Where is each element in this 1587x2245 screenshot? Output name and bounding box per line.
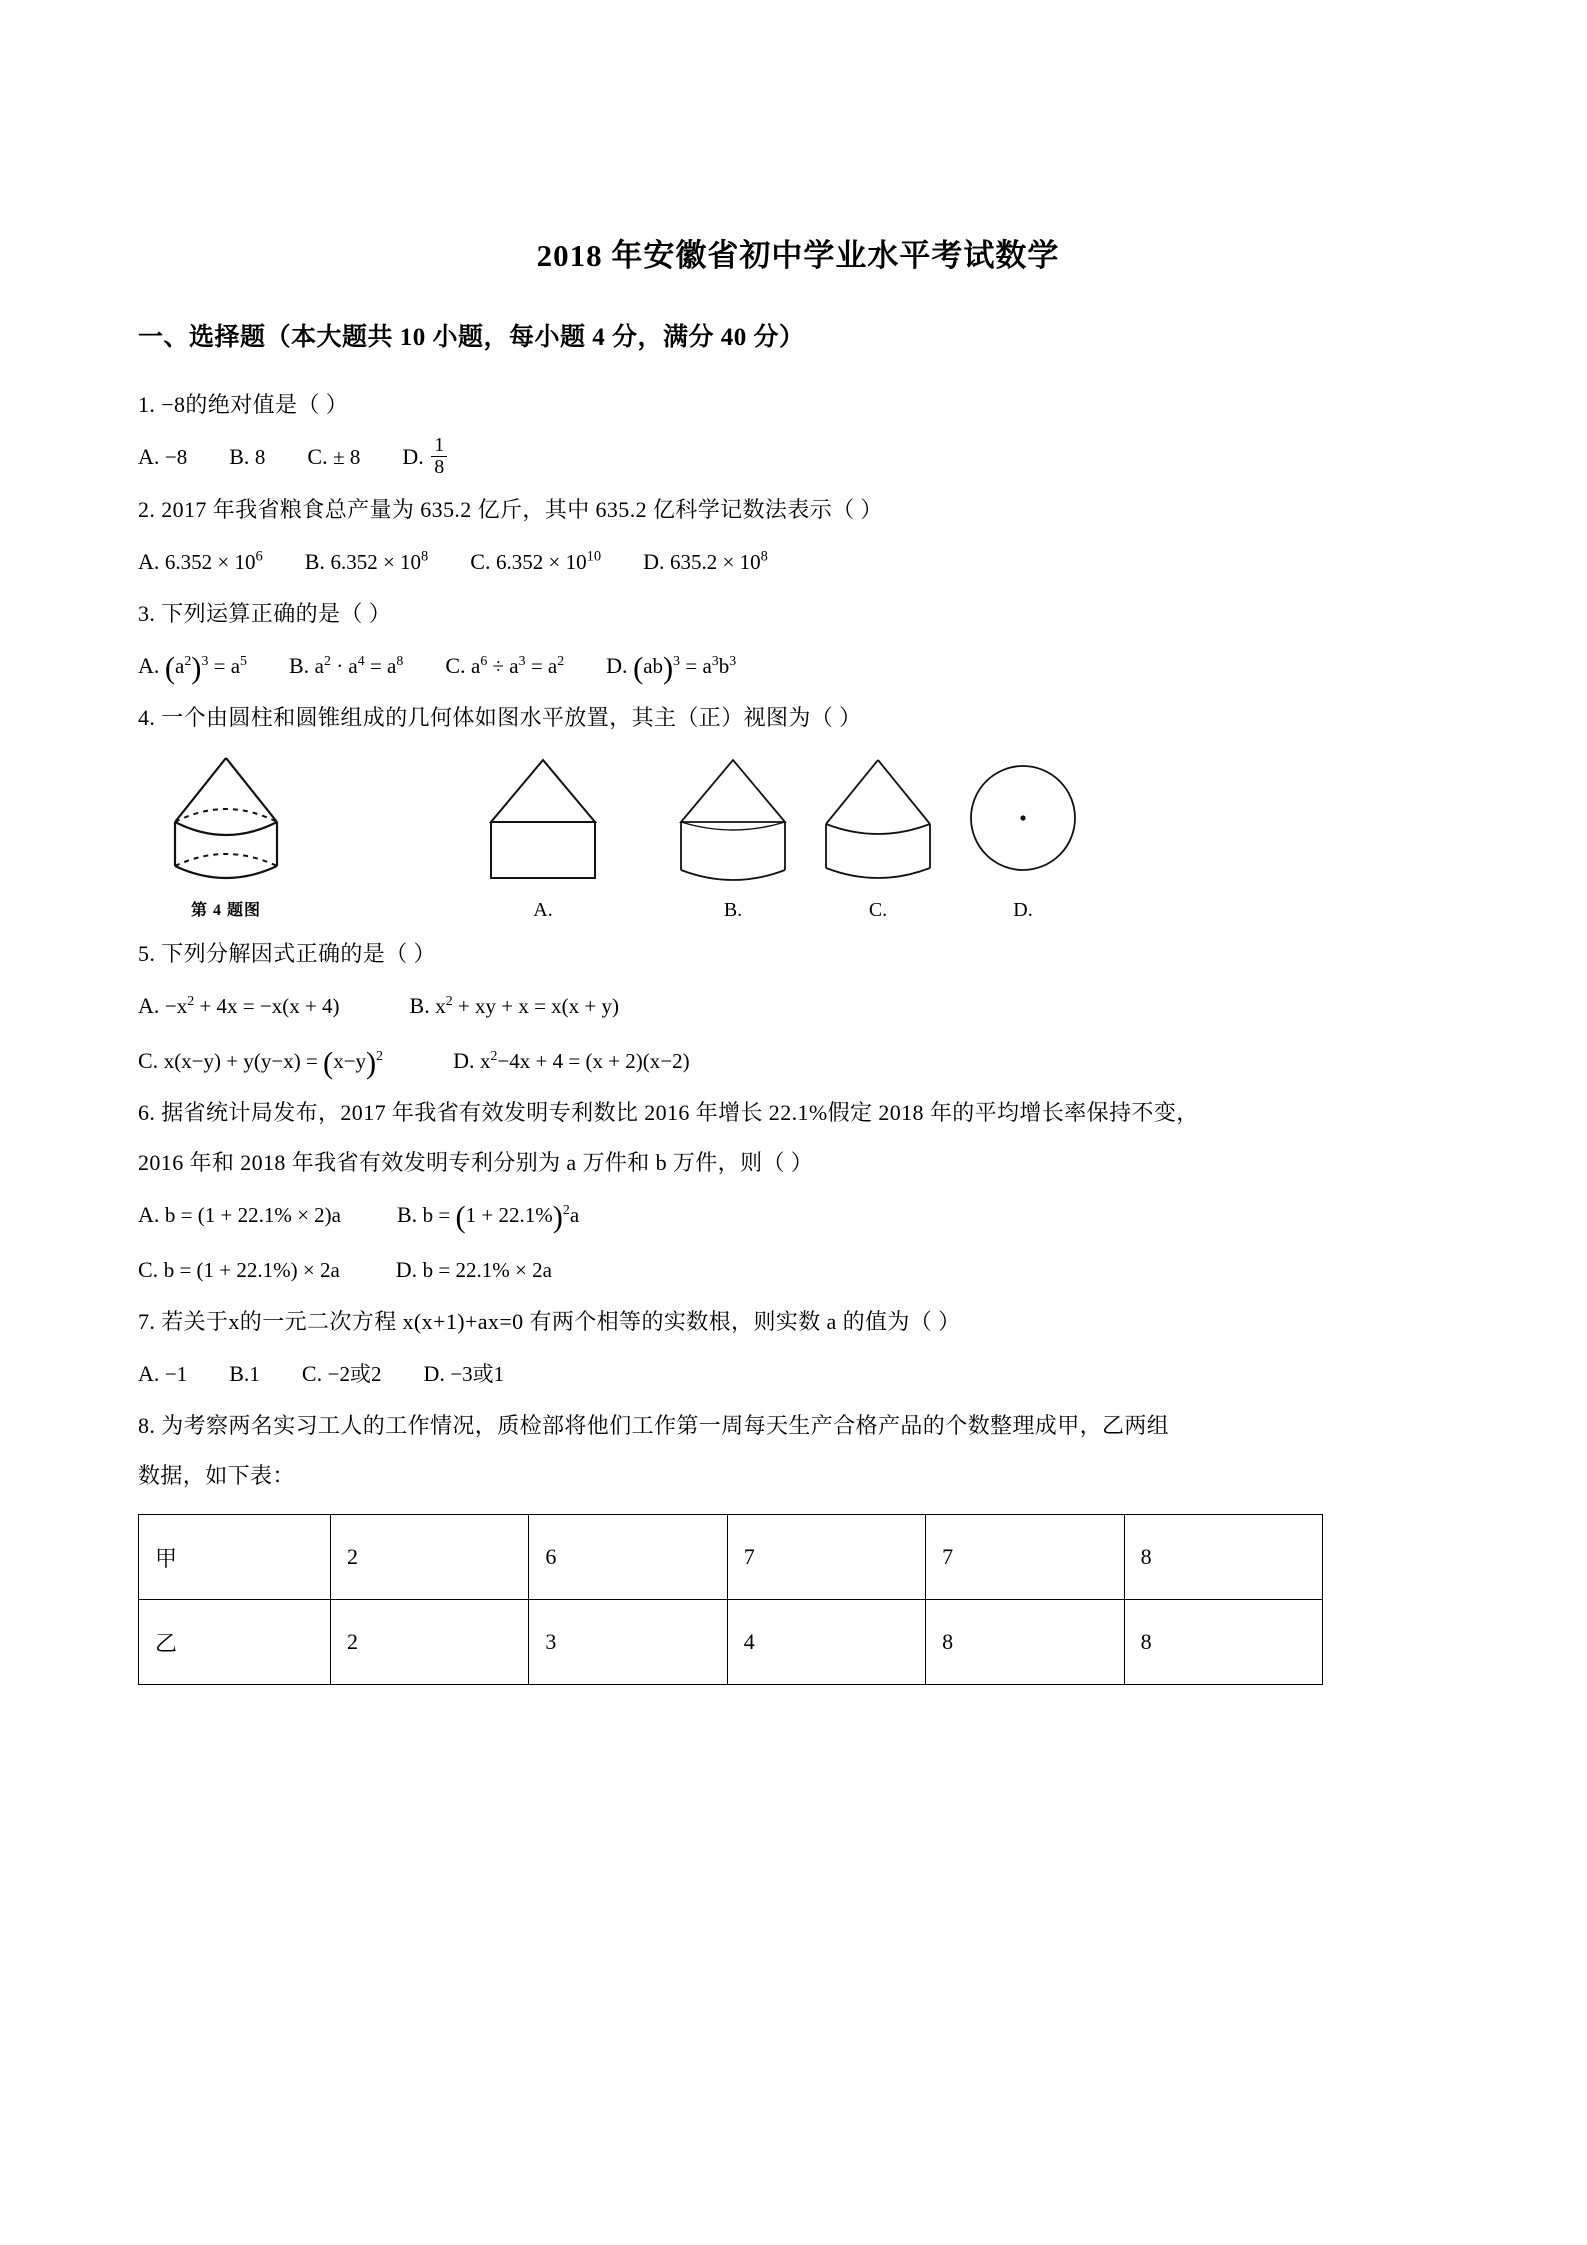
- option-label: B.: [229, 1361, 250, 1387]
- question-1-option-b[interactable]: [229, 433, 265, 481]
- question-6-stem-line-1: 6. 据省统计局发布，2017 年我省有效发明专利数比 2016 年增长 22.1%假定 2018 年的平均增长率保持不变，: [138, 1100, 1199, 1126]
- fraction-numerator: 1: [434, 434, 445, 457]
- question-7-options: [138, 1350, 1458, 1398]
- option-text: b = (1 + 22.1% × 2)a: [164, 1203, 341, 1228]
- option-text: −3或1: [450, 1362, 505, 1387]
- triangle-on-curved-base-icon: [663, 750, 803, 890]
- option-label: A.: [138, 653, 160, 679]
- option-label: C.: [307, 444, 328, 470]
- option-exponent: 8: [421, 548, 429, 565]
- question-4-choice-a[interactable]: [468, 750, 618, 922]
- question-1-options: [138, 433, 1458, 481]
- option-label: A.: [138, 1361, 160, 1387]
- circle-with-center-dot-icon: [953, 750, 1093, 890]
- option-text: b = (1 + 22.1%) × 2a: [163, 1257, 340, 1282]
- question-4-choice-c-label: C.: [868, 899, 888, 922]
- option-text: $(a^2)^3 = a^5$: [164, 650, 247, 685]
- question-7: [138, 1300, 1458, 1398]
- question-2-option-b[interactable]: [305, 538, 429, 586]
- question-8-data-table: [138, 1514, 1323, 1685]
- question-4-figure-row: [138, 750, 1458, 928]
- question-5-option-a[interactable]: [138, 982, 340, 1030]
- option-text: −8: [164, 445, 188, 470]
- option-exponent: 10: [586, 548, 602, 565]
- option-text: $x^2$ + xy + x = x(x + y): [435, 993, 620, 1019]
- table-row: [139, 1600, 1323, 1685]
- option-text: $b = (1 + 22.1\%)^2a$: [422, 1200, 580, 1235]
- option-label: C.: [301, 1361, 323, 1387]
- option-label: B.: [409, 993, 430, 1019]
- option-label: B.: [288, 653, 310, 679]
- table-cell: 3: [529, 1600, 727, 1685]
- table-cell: 8: [1124, 1600, 1322, 1685]
- option-label: B.: [396, 1202, 418, 1228]
- question-5-options-row-2: [138, 1037, 1458, 1085]
- question-6-option-c[interactable]: [138, 1246, 340, 1294]
- option-label: D.: [423, 1361, 445, 1387]
- question-3-option-d[interactable]: [606, 642, 736, 690]
- option-label: B.: [229, 444, 250, 470]
- fraction-one-eighth: [431, 435, 447, 478]
- option-text: ± 8: [333, 445, 361, 470]
- question-4-choice-d-label: D.: [1013, 899, 1033, 922]
- option-label: A.: [138, 548, 160, 574]
- table-cell: 2: [331, 1515, 529, 1600]
- option-text: −2或2: [327, 1362, 382, 1387]
- option-label: A.: [138, 993, 160, 1019]
- option-text: 1: [249, 1362, 260, 1387]
- question-5-option-d[interactable]: [453, 1037, 690, 1085]
- row-label: 乙: [139, 1600, 331, 1685]
- option-label: D.: [395, 1256, 418, 1282]
- option-label: D.: [643, 548, 665, 574]
- question-2-option-d[interactable]: [643, 538, 768, 586]
- table-cell: 7: [926, 1515, 1124, 1600]
- question-1-option-c[interactable]: [307, 433, 360, 481]
- option-label: C.: [445, 653, 466, 679]
- question-7-option-d[interactable]: [423, 1350, 504, 1398]
- question-4-choice-a-label: A.: [533, 899, 553, 922]
- question-4-figure-caption: 第 4 题图: [190, 902, 261, 920]
- option-exponent: 8: [760, 548, 768, 565]
- cone-on-cylinder-solid-icon: [151, 750, 301, 890]
- question-8-stem-line-1: 8. 为考察两名实习工人的工作情况，质检部将他们工作第一周每天生产合格产品的个数整理成甲，乙两组: [138, 1413, 1170, 1439]
- question-1-option-d[interactable]: [402, 433, 449, 481]
- question-7-option-b[interactable]: [229, 1350, 260, 1398]
- question-6-option-a[interactable]: [138, 1191, 341, 1239]
- question-3-options: [138, 642, 1458, 690]
- question-2-option-a[interactable]: [138, 538, 263, 586]
- table-cell: 2: [331, 1600, 529, 1685]
- question-3: [138, 592, 1458, 690]
- question-1-option-a[interactable]: [138, 433, 187, 481]
- question-6-option-b[interactable]: [397, 1191, 579, 1239]
- question-5-options-row-1: [138, 982, 1458, 1030]
- question-6-options-row-1: [138, 1191, 1458, 1239]
- question-2-option-c[interactable]: [470, 538, 601, 586]
- question-3-option-b[interactable]: [289, 642, 403, 690]
- question-3-option-c[interactable]: [445, 642, 564, 690]
- option-text: $(ab)^3 = a^3b^3$: [633, 650, 737, 685]
- option-mantissa: 6.352 × 10: [495, 549, 587, 574]
- question-6-stem-line-2: 2016 年和 2018 年我省有效发明专利分别为 a 万件和 b 万件，则（ ）: [138, 1150, 814, 1176]
- option-label: C.: [138, 1047, 159, 1073]
- option-text: $x^2-4x + 4 = (x + 2)(x-2)$: [480, 1047, 690, 1073]
- table-cell: 7: [727, 1515, 925, 1600]
- table-cell: 8: [926, 1600, 1124, 1685]
- question-8: [138, 1404, 1458, 1685]
- option-text: 8: [254, 445, 266, 470]
- table-cell: 6: [529, 1515, 727, 1600]
- option-label: A.: [138, 1202, 160, 1228]
- option-label: A.: [138, 444, 160, 470]
- question-4-choice-d[interactable]: [948, 750, 1098, 922]
- option-label: B.: [304, 548, 325, 574]
- question-7-stem: 7. 若关于x的一元二次方程 x(x+1)+ax=0 有两个相等的实数根，则实数 a 的值为（ ）: [138, 1309, 961, 1335]
- question-2-options: [138, 538, 1458, 586]
- option-text: b = 22.1% × 2a: [422, 1257, 552, 1282]
- page-content: [138, 236, 1458, 1689]
- question-4: [138, 696, 1458, 928]
- question-5-stem: 5. 下列分解因式正确的是（ ）: [138, 941, 436, 967]
- table-cell: 8: [1124, 1515, 1322, 1600]
- option-text: −1: [164, 1362, 188, 1387]
- question-4-choice-c[interactable]: [803, 750, 953, 922]
- table-row: [139, 1515, 1323, 1600]
- question-4-stem: 4. 一个由圆柱和圆锥组成的几何体如图水平放置，其主（正）视图为（ ）: [138, 705, 862, 731]
- question-8-stem-line-2: 数据，如下表：: [138, 1463, 295, 1489]
- option-text: $a^6 \div a^3 = a^2$: [471, 653, 565, 679]
- question-2-stem: 2. 2017 年我省粮食总产量为 635.2 亿斤，其中 635.2 亿科学记数法表示（ ）: [138, 496, 883, 522]
- option-mantissa: 6.352 × 10: [164, 549, 256, 574]
- question-2: [138, 488, 1458, 586]
- option-text: $x(x-y) + y(y-x) = (x-y)^2$: [163, 1045, 384, 1080]
- row-label: 甲: [139, 1515, 331, 1600]
- option-exponent: 6: [255, 548, 263, 565]
- question-4-given-solid: [146, 750, 306, 920]
- table-cell: 4: [727, 1600, 925, 1685]
- section-heading: 一、选择题（本大题共 10 小题，每小题 4 分，满分 40 分）: [138, 324, 805, 352]
- question-3-option-a[interactable]: [138, 642, 247, 690]
- page-title: 2018 年安徽省初中学业水平考试数学: [536, 238, 1060, 273]
- option-label: C.: [138, 1256, 159, 1282]
- question-4-choice-b-label: B.: [723, 899, 743, 922]
- question-6-options-row-2: [138, 1246, 1458, 1294]
- question-5-option-c[interactable]: [138, 1037, 383, 1085]
- question-3-stem: 3. 下列运算正确的是（ ）: [138, 601, 392, 627]
- option-label: D.: [402, 444, 424, 470]
- option-label: D.: [453, 1047, 475, 1073]
- option-mantissa: 6.352 × 10: [330, 549, 422, 574]
- option-text: $-x^2 + 4x = -x(x + 4)$: [164, 993, 340, 1019]
- question-4-choice-b[interactable]: [658, 750, 808, 922]
- question-5: [138, 932, 1458, 1085]
- cone-on-cylinder-outline-icon: [808, 750, 948, 890]
- option-label: C.: [470, 548, 491, 574]
- question-7-option-c[interactable]: [302, 1350, 382, 1398]
- option-text: $a^2 \cdot a^4 = a^8$: [314, 653, 404, 679]
- triangle-on-rectangle-icon: [473, 750, 613, 890]
- question-5-option-b[interactable]: [410, 982, 619, 1030]
- option-mantissa: 635.2 × 10: [669, 549, 761, 574]
- question-7-option-a[interactable]: [138, 1350, 187, 1398]
- fraction-denominator: 8: [431, 456, 447, 478]
- question-1: [138, 383, 1458, 481]
- question-1-stem: 1. −8的绝对值是（ ）: [138, 392, 349, 418]
- option-label: D.: [606, 653, 628, 679]
- question-6: [138, 1091, 1458, 1294]
- question-6-option-d[interactable]: [396, 1246, 552, 1294]
